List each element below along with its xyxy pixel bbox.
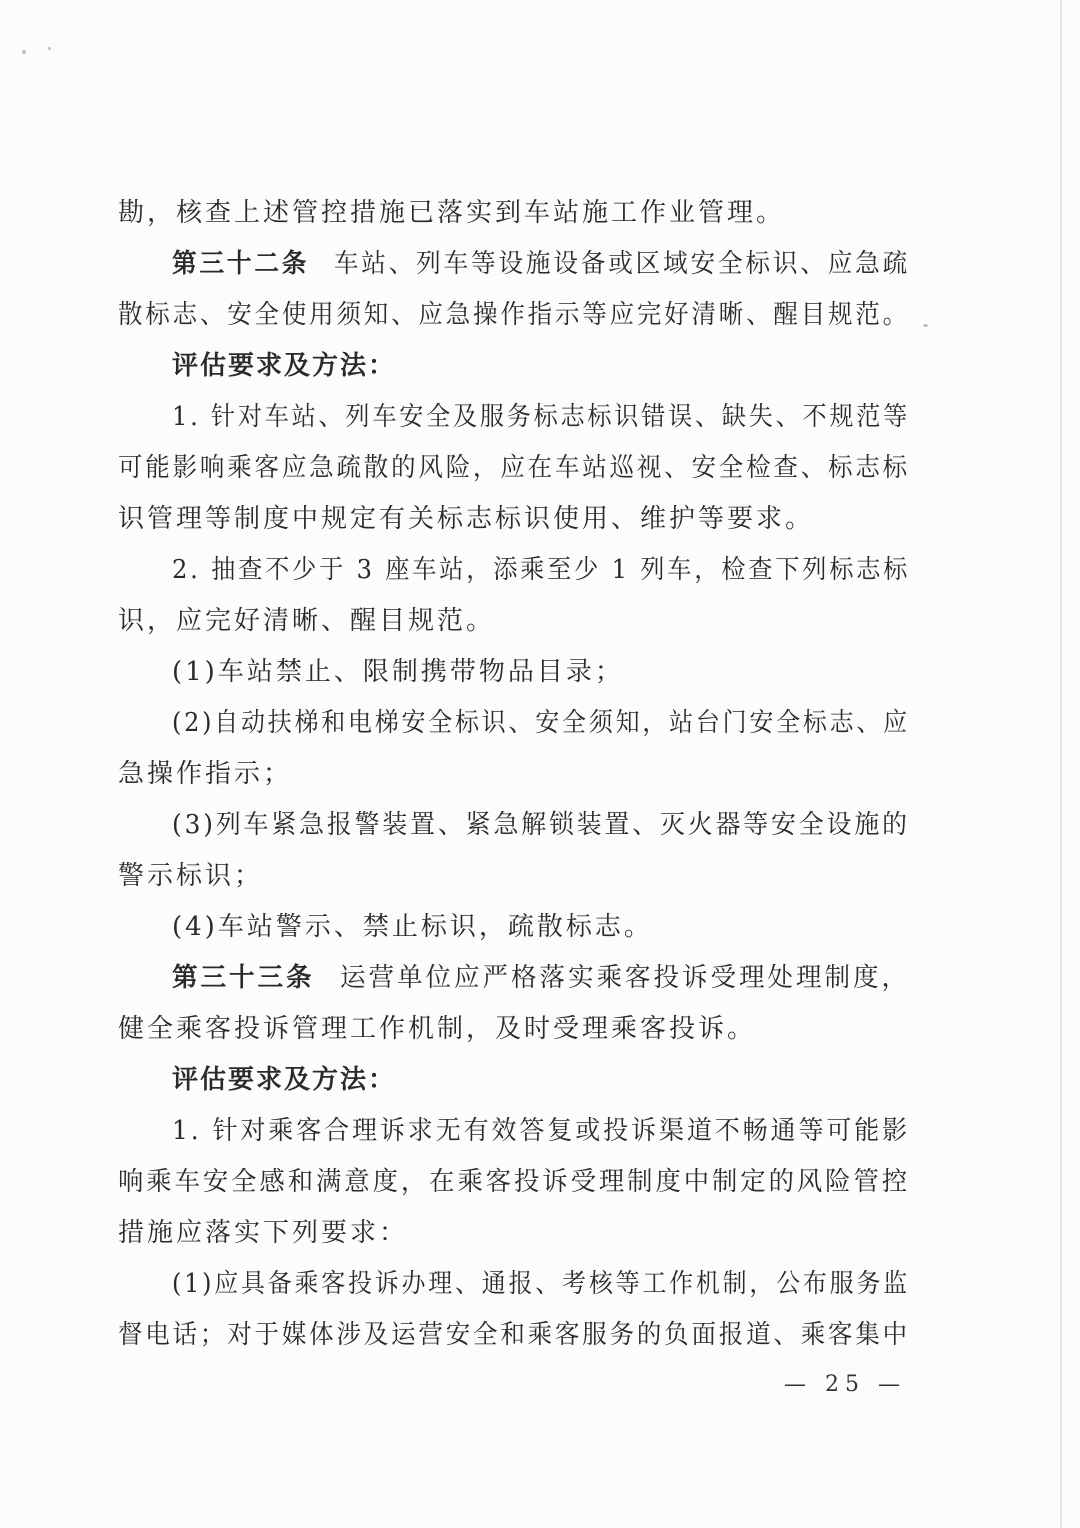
document-body — [118, 188, 910, 1361]
list-item: (2)自动扶梯和电梯安全标识、安全须知，站台门安全标志、应 — [172, 708, 910, 738]
paragraph-line: 措施应落实下列要求： — [118, 1218, 409, 1248]
list-item: (1)车站禁止、限制携带物品目录； — [172, 657, 624, 687]
list-item: (3)列车紧急报警装置、紧急解锁装置、灭火器等安全设施的 — [172, 810, 910, 840]
article-33-text: 运营单位应严格落实乘客投诉受理处理制度， — [340, 963, 911, 993]
paragraph-line: 可能影响乘客应急疏散的风险，应在车站巡视、安全检查、标志标 — [118, 453, 910, 483]
paragraph-line: 散标志、安全使用须知、应急操作指示等应完好清晰、醒目规范。 — [118, 300, 910, 330]
evaluation-heading: 评估要求及方法： — [172, 351, 397, 381]
paragraph-line: 响乘车安全感和满意度，在乘客投诉受理制度中制定的风险管控 — [118, 1167, 911, 1197]
article-32-heading: 第三十二条 — [172, 249, 310, 279]
paragraph-line: 督电话；对于媒体涉及运营安全和乘客服务的负面报道、乘客集中 — [118, 1320, 910, 1350]
article-32-line — [118, 239, 910, 290]
paragraph-line: 健全乘客投诉管理工作机制，及时受理乘客投诉。 — [118, 1014, 757, 1044]
page-number: — 25 — — [784, 1372, 906, 1397]
scan-speck — [923, 324, 928, 327]
paragraph-line: 警示标识； — [118, 861, 264, 891]
list-item: (1)应具备乘客投诉办理、通报、考核等工作机制，公布服务监 — [172, 1269, 910, 1299]
paragraph-line: 识，应完好清晰、醒目规范。 — [118, 606, 496, 636]
scan-speck — [22, 50, 26, 54]
paragraph-line: 急操作指示； — [118, 759, 293, 789]
article-33-line — [118, 953, 910, 1004]
paragraph-line: 2. 抽查不少于 3 座车站，添乘至少 1 列车，检查下列标志标 — [172, 555, 911, 585]
article-33-heading: 第三十三条 — [172, 963, 315, 993]
scan-speck — [48, 47, 51, 50]
page-edge — [1060, 0, 1062, 1528]
paragraph-line: 1. 针对车站、列车安全及服务标志标识错误、缺失、不规范等 — [172, 402, 911, 432]
evaluation-heading: 评估要求及方法： — [172, 1065, 397, 1095]
list-item: (4)车站警示、禁止标识，疏散标志。 — [172, 912, 653, 942]
article-32-text: 车站、列车等设施设备或区域安全标识、应急疏 — [333, 249, 911, 279]
paragraph-line: 1. 针对乘客合理诉求无有效答复或投诉渠道不畅通等可能影 — [172, 1116, 911, 1146]
paragraph-line: 识管理等制度中规定有关标志标识使用、维护等要求。 — [118, 504, 815, 534]
paragraph-line: 勘，核查上述管控措施已落实到车站施工作业管理。 — [118, 198, 786, 228]
